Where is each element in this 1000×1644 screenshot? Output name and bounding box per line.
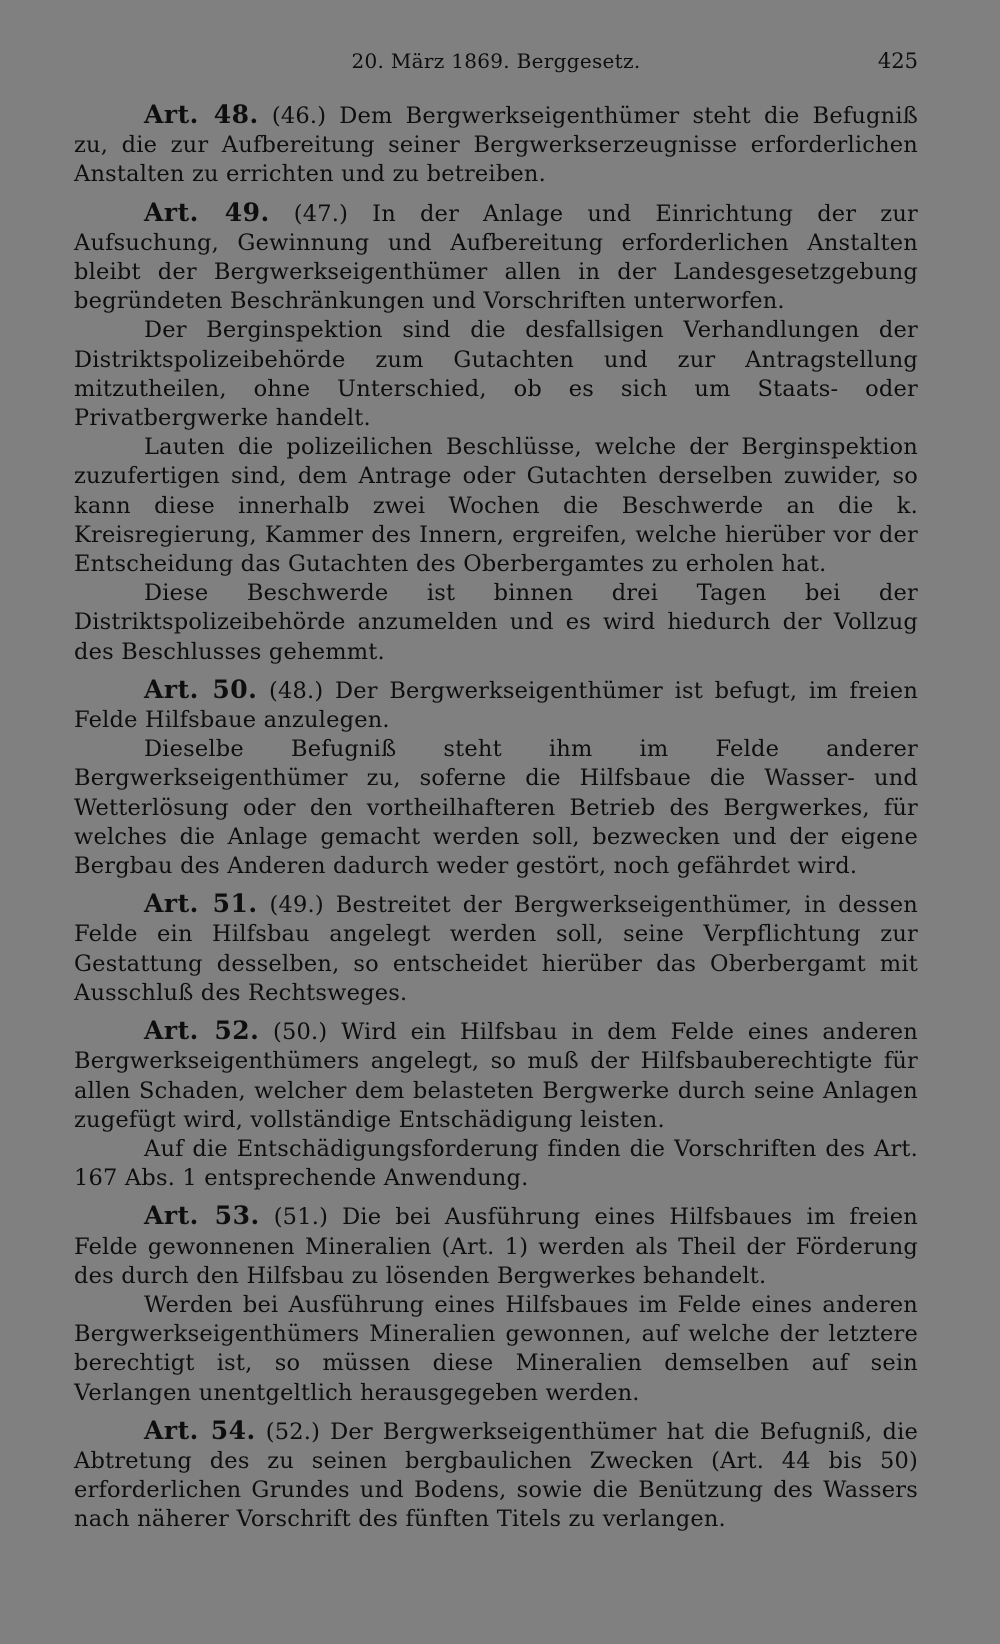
page-number: 425 <box>877 49 918 73</box>
paragraph-text: Dem Bergwerkseigenthümer steht die Befugniß zu, die zur Aufbereitung seiner Bergwerkserzeugnisse erforderlichen Anstalten zu errichten und zu betreiben. <box>74 103 918 188</box>
article-label: Art. 50. <box>144 674 258 704</box>
paragraph: Dieselbe Befugniß steht ihm im Felde anderer Bergwerkseigenthümer zu, soferne die Hilfsbaue die Wasser- und Wetterlösung oder den vortheilhafteren Betrieb des Bergwerkes, für welches die Anlage gemacht werden soll, bezwecken und der eigene Bergbau des Anderen dadurch weder gestört, noch gefährdet wird. <box>74 736 918 880</box>
paragraph <box>74 889 918 1008</box>
article-label: Art. 52. <box>144 1016 260 1046</box>
paragraph <box>74 1201 918 1291</box>
article-49 <box>74 198 918 667</box>
paragraph: Lauten die polizeilichen Beschlüsse, welche der Berginspektion zuzufertigen sind, dem Antrage oder Gutachten derselben zuwider, so kann diese innerhalb zwei Wochen die Beschwerde an die k. Kreisregierung, Kammer des Innern, ergreifen, welche hierüber vor der Entscheidung das Gutachten des Oberbergamtes zu erholen hat. <box>74 434 918 578</box>
article-53 <box>74 1201 918 1407</box>
article-label: Art. 51. <box>144 889 258 919</box>
article-51 <box>74 889 918 1008</box>
article-old-number: (52.) <box>265 1418 321 1445</box>
paragraph: Werden bei Ausführung eines Hilfsbaues im Felde eines anderen Bergwerkseigenthümers Mineralien gewonnen, auf welche der letztere berechtigt ist, so müssen diese Mineralien demselben auf sein Verlangen unentgeltlich herausgegeben werden. <box>74 1291 918 1406</box>
article-label: Art. 53. <box>144 1201 260 1231</box>
paragraph <box>74 1016 918 1135</box>
article-old-number: (49.) <box>269 892 324 919</box>
paragraph-text: Die bei Ausführung eines Hilfsbaues im freien Felde gewonnenen Mineralien (Art. 1) werden als Theil der Förderung des durch den Hilfsbau zu lösenden Bergwerkes behandelt. <box>74 1204 918 1289</box>
article-old-number: (48.) <box>268 677 324 704</box>
paragraph <box>74 675 918 735</box>
paragraph <box>74 1416 918 1535</box>
paragraph: Diese Beschwerde ist binnen drei Tagen bei der Distriktspolizeibehörde anzumelden und es wird hiedurch der Vollzug des Beschlusses gehemmt. <box>74 580 918 665</box>
running-title: 20. März 1869. Berggesetz. <box>351 49 641 73</box>
article-old-number: (50.) <box>273 1019 328 1046</box>
paragraph-text: Der Bergwerkseigenthümer hat die Befugniß, die Abtretung des zu seinen bergbaulichen Zwecken (Art. 44 bis 50) erforderlichen Grundes und Bodens, sowie die Benützung des Wassers nach näherer Vorschrift des fünften Titels zu verlangen. <box>74 1418 918 1533</box>
article-label: Art. 49. <box>144 197 270 227</box>
article-48 <box>74 100 918 190</box>
paragraph <box>74 198 918 317</box>
paragraph: Der Berginspektion sind die desfallsigen Verhandlungen der Distriktspolizeibehörde zum Gutachten und zur Antragstellung mitzutheilen, ohne Unterschied, ob es sich um Staats- oder Privatbergwerke handelt. <box>74 317 918 432</box>
article-old-number: (51.) <box>273 1204 329 1231</box>
article-old-number: (46.) <box>271 103 327 129</box>
paragraph-text: Der Bergwerkseigenthümer ist befugt, im freien Felde Hilfsbaue anzulegen. <box>74 677 919 734</box>
article-label: Art. 48. <box>144 100 259 129</box>
paragraph-text: Bestreitet der Bergwerkseigenthümer, in dessen Felde ein Hilfsbau angelegt werden soll, seine Verpflichtung zur Gestattung desselben, so entscheidet hierüber das Oberbergamt mit Ausschluß des Rechtsweges. <box>74 892 918 1006</box>
paragraph-text: In der Anlage und Einrichtung der zur Aufsuchung, Gewinnung und Aufbereitung erforderlichen Anstalten bleibt der Bergwerkseigenthümer allen in der Landesgesetzgebung begründeten Beschränkungen und Vorschriften unterworfen. <box>74 200 919 315</box>
article-old-number: (47.) <box>293 200 349 227</box>
paragraph <box>74 100 918 190</box>
running-header <box>74 40 918 82</box>
article-50 <box>74 675 918 881</box>
article-54 <box>74 1416 918 1535</box>
article-label: Art. 54. <box>144 1415 256 1445</box>
paragraph-text: Wird ein Hilfsbau in dem Felde eines anderen Bergwerkseigenthümers angelegt, so muß der Hilfsbauberechtigte für allen Schaden, welcher dem belasteten Bergwerke durch seine Anlagen zugefügt wird, vollständige Entschädigung leisten. <box>74 1019 918 1133</box>
article-52 <box>74 1016 918 1193</box>
document-page <box>74 40 918 1620</box>
paragraph: Auf die Entschädigungsforderung finden die Vorschriften des Art. 167 Abs. 1 entsprechende Anwendung. <box>74 1135 918 1192</box>
body-text <box>74 100 918 1535</box>
